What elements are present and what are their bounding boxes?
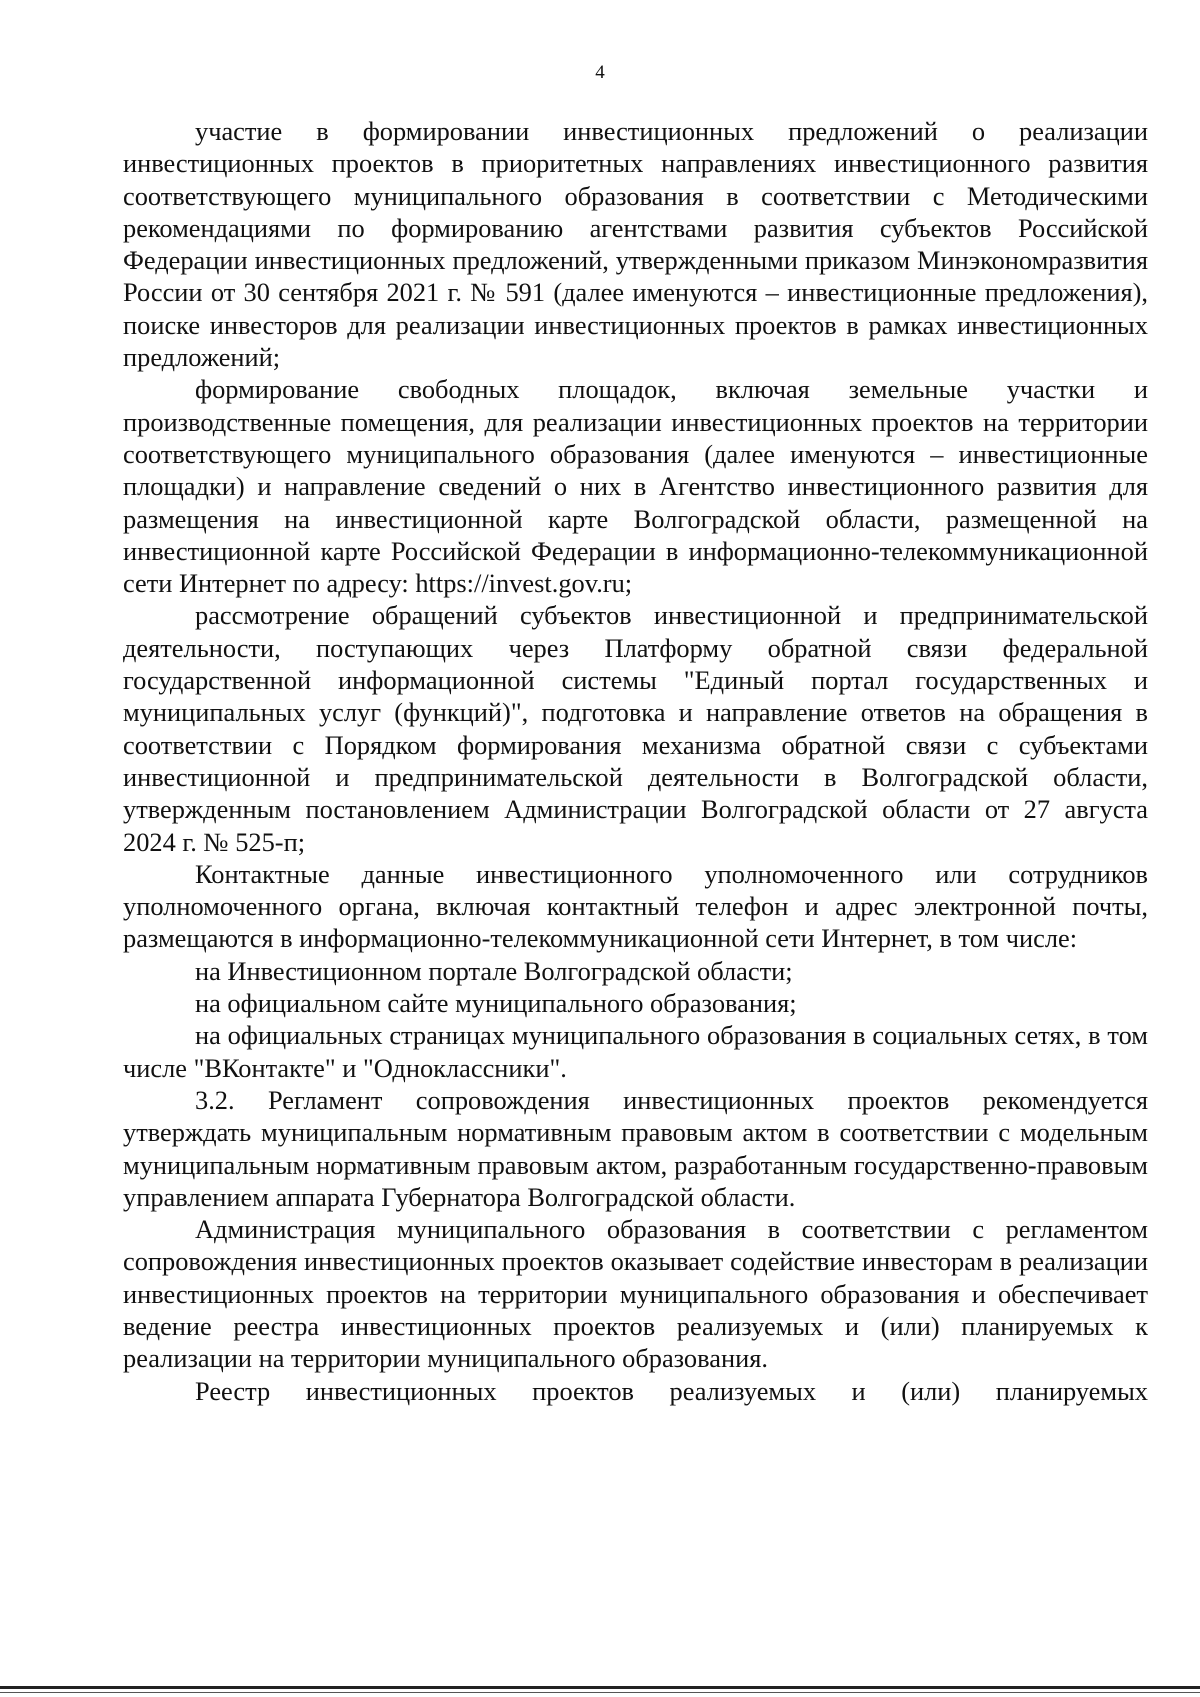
paragraph-contact-data: Контактные данные инвестиционного уполномоченного или сотрудников уполномоченного органа, включая контактный телефон и адрес электронной почты, размещаются в информационно-телекоммуникационной сети Интернет, в том числе: bbox=[123, 858, 1148, 954]
list-item-investment-portal: на Инвестиционном портале Волгоградской области; bbox=[195, 955, 793, 986]
bottom-scan-border bbox=[0, 1686, 1200, 1689]
list-item-social-networks: на официальных страницах муниципального образования в социальных сетях, в том числе "ВКонтакте" и "Одноклассники". bbox=[123, 1020, 1148, 1083]
paragraph-investment-sites: формирование свободных площадок, включая земельные участки и производственные помещения, для реализации инвестиционных проектов на территории соответствующего муниципального образования (далее именуются – инвестиционные площадки) и направление сведений о них в Агентство инвестиционного развития для размещения на инвестиционной карте Волгоградской области, размещенной на инвестиционной карте Российской Федерации в информационно-телекоммуникационной сети Интернет по адресу: https://invest.gov.ru; bbox=[123, 374, 1148, 599]
bottom-scan-border-thin bbox=[0, 1692, 1200, 1693]
paragraph-administration-support: Администрация муниципального образования в соответствии с регламентом сопровождения инвестиционных проектов оказывает содействие инвесторам в реализации инвестиционных проектов на территории муниципального образования и обеспечивает ведение реестра инвестиционных проектов реализуемых и (или) планируемых к реализации на территории муниципального образования. bbox=[123, 1214, 1148, 1374]
page-number: 4 bbox=[595, 62, 605, 83]
paragraph-registry: Реестр инвестиционных проектов реализуемых и (или) планируемых bbox=[195, 1375, 1148, 1406]
document-body bbox=[123, 115, 1148, 1407]
paragraph-investment-proposals: участие в формировании инвестиционных предложений о реализации инвестиционных проектов в приоритетных направлениях инвестиционного развития соответствующего муниципального образования в соответствии с Методическими рекомендациями по формированию агентствами развития субъектов Российской Федерации инвестиционных предложений, утвержденными приказом Минэкономразвития России от 30 сентября 2021 г. № 591 (далее именуются – инвестиционные предложения), поиске инвесторов для реализации инвестиционных проектов в рамках инвестиционных предложений; bbox=[123, 116, 1148, 373]
list-item-official-site: на официальном сайте муниципального образования; bbox=[195, 988, 797, 1019]
paragraph-feedback-platform: рассмотрение обращений субъектов инвестиционной и предпринимательской деятельности, поступающих через Платформу обратной связи федеральной государственной информационной системы "Единый портал государственных и муниципальных услуг (функций)", подготовка и направление ответов на обращения в соответствии с Порядком формирования механизма обратной связи с субъектами инвестиционной и предпринимательской деятельности в Волгоградской области, утвержденным постановлением Администрации Волгоградской области от 27 августа 2024 г. № 525-п; bbox=[123, 600, 1148, 857]
paragraph-regulation-3-2: 3.2. Регламент сопровождения инвестиционных проектов рекомендуется утверждать муниципальным нормативным правовым актом в соответствии с модельным муниципальным нормативным правовым актом, разработанным государственно-правовым управлением аппарата Губернатора Волгоградской области. bbox=[123, 1084, 1148, 1212]
